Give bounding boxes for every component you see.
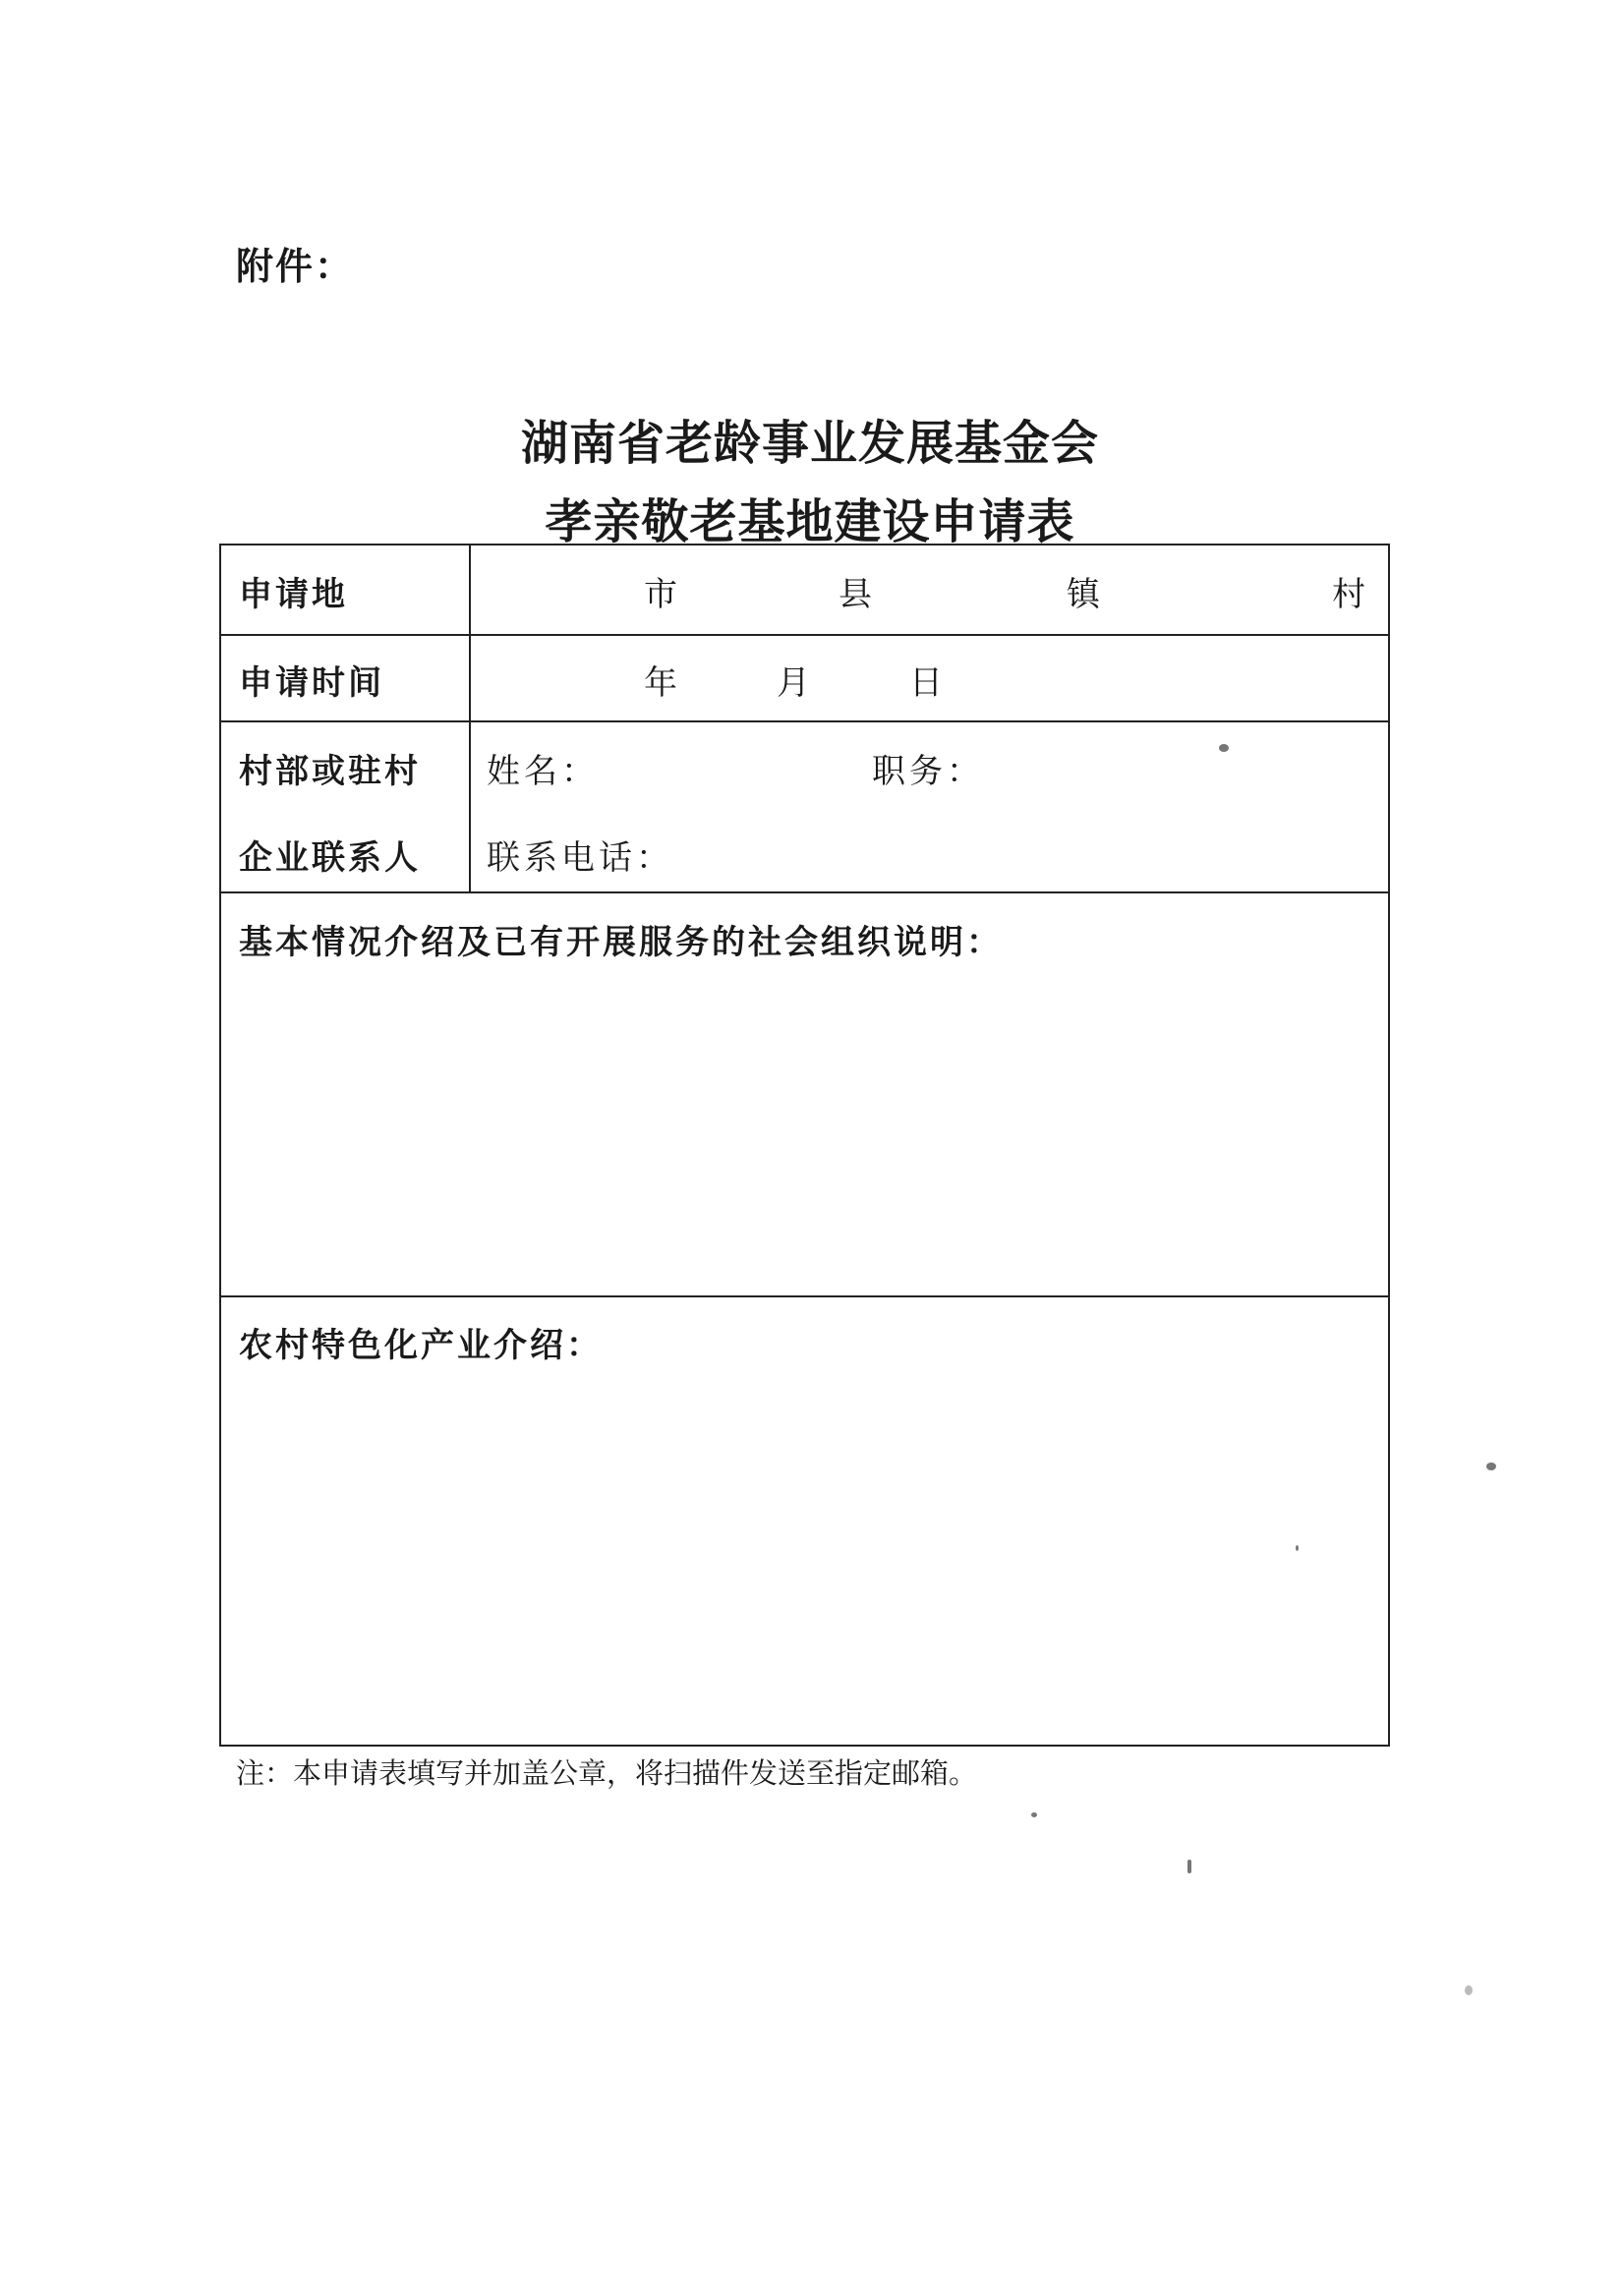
- footnote: 注：本申请表填写并加盖公章，将扫描件发送至指定邮箱。: [236, 1756, 978, 1790]
- row-divider: [221, 720, 1388, 722]
- county-field[interactable]: 县: [839, 575, 872, 614]
- form-title-line1: 湖南省老龄事业发展基金会: [520, 416, 1099, 471]
- row-divider: [221, 634, 1388, 636]
- apply-location-label: 申请地: [239, 575, 348, 614]
- application-form-table: [219, 544, 1390, 1747]
- attachment-label: 附件：: [236, 245, 355, 288]
- city-field[interactable]: 市: [644, 575, 677, 614]
- row-divider: [221, 1295, 1388, 1297]
- town-field[interactable]: 镇: [1067, 575, 1100, 614]
- form-title-line2: 孝亲敬老基地建设申请表: [545, 494, 1075, 549]
- scan-speck: [1219, 744, 1229, 752]
- contact-phone-field[interactable]: 联系电话：: [487, 838, 673, 878]
- scan-speck: [1031, 1812, 1037, 1817]
- basic-info-label: 基本情况介绍及已有开展服务的社会组织说明：: [239, 923, 1003, 962]
- contact-label-line2: 企业联系人: [239, 838, 421, 878]
- year-field[interactable]: 年: [644, 663, 677, 703]
- scan-speck: [1187, 1860, 1191, 1873]
- day-field[interactable]: 日: [909, 663, 943, 703]
- contact-position-field[interactable]: 职务：: [872, 752, 984, 791]
- village-field[interactable]: 村: [1332, 575, 1365, 614]
- contact-name-field[interactable]: 姓名：: [487, 752, 599, 791]
- scan-speck: [1465, 1985, 1473, 1995]
- scan-speck: [1486, 1463, 1496, 1470]
- apply-time-label: 申请时间: [239, 663, 384, 703]
- row-divider: [221, 891, 1388, 893]
- scan-speck: [1296, 1545, 1299, 1551]
- contact-label-line1: 村部或驻村: [239, 752, 421, 791]
- industry-intro-label: 农村特色化产业介绍：: [239, 1326, 603, 1365]
- month-field[interactable]: 月: [777, 663, 810, 703]
- column-divider: [469, 545, 471, 891]
